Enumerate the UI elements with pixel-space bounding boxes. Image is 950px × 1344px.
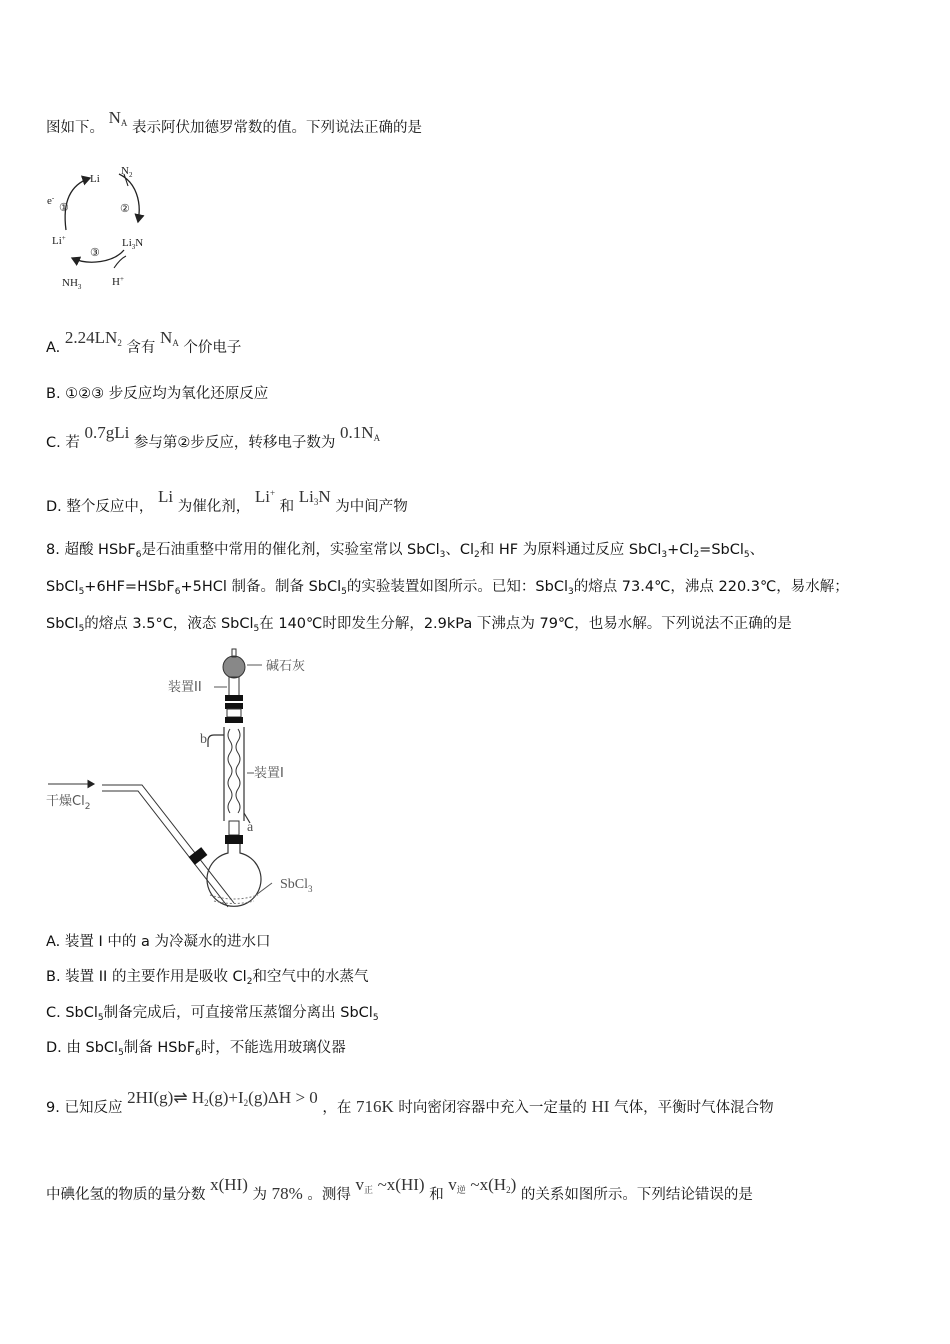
nh3-label: $NH_3$: [62, 277, 82, 291]
text-part: 为中间产物: [335, 499, 408, 515]
q7-option-d: [46, 487, 408, 521]
q7-option-b: [46, 384, 268, 404]
option-label: B.: [46, 386, 61, 402]
arc-h-in: [114, 256, 126, 268]
step2-label: ②: [120, 203, 130, 215]
intro-line: [46, 108, 422, 142]
dry-cl2-label: 干燥$Cl_2$: [46, 794, 91, 812]
h-plus-label: H+: [112, 275, 124, 288]
step3-label: ③: [90, 247, 100, 259]
soda-lime-label: 碱石灰: [266, 659, 306, 674]
q8-option-a: [46, 932, 271, 952]
equation: 2HI(g)⇌ $H_2(g)+I_2(g)\Delta H > 0$: [127, 1088, 318, 1108]
option-text: ①②③ 步反应均为氧化还原反应: [65, 386, 269, 402]
gas-inlet-tube: [102, 785, 234, 907]
relation: ~x(HI): [377, 1175, 425, 1194]
text-part: 和: [279, 499, 295, 515]
option-label: A.: [46, 340, 61, 356]
apparatus-diagram: [44, 643, 364, 918]
math-expr: $2.24LN_2$: [64, 328, 122, 348]
port-a-label: a: [247, 820, 254, 835]
li-label: Li: [90, 173, 100, 185]
q8-option-d: D. 由 SbCl$_5$制备 HSbF$_6$时，不能选用玻璃仪器: [46, 1040, 346, 1058]
q9-stem-line2: 中碘化氢的物质的量分数 x(HI) 为 78% 。测得 $v_正$ ~x(HI) 和 $v_逆$ $\sim x(H_2)$ 的关系如图所示。下列结论错误的是: [46, 1175, 753, 1203]
temperature: 716K: [356, 1097, 394, 1116]
math-expr: Li+: [254, 487, 276, 506]
q8-option-c: C. SbCl$_5$制备完成后，可直接常压蒸馏分离出 SbCl$_5$: [46, 1005, 379, 1023]
text-part: 参与第②步反应，转移电子数为: [133, 435, 336, 451]
na-symbol: $N_A$: [160, 328, 179, 348]
math-expr: $Li_3N$: [298, 487, 331, 507]
li3n-label: $Li_3N$: [122, 237, 144, 251]
step1-label: ①: [59, 202, 69, 214]
n2-label: $N_2$: [121, 165, 133, 179]
port-b-tube: [208, 735, 224, 747]
mole-fraction: x(HI): [210, 1175, 248, 1194]
v-reverse: $v_逆$: [448, 1175, 466, 1195]
hi-symbol: HI: [591, 1097, 610, 1116]
device1-label: 装置I: [254, 766, 284, 781]
e-label: e-: [47, 194, 55, 207]
option-label: C.: [46, 1005, 61, 1021]
reaction-cycle-diagram: [44, 160, 174, 295]
q8-option-b: B. 装置 II 的主要作用是吸收 $Cl_2$和空气中的水蒸气: [46, 969, 369, 987]
option-label: A.: [46, 934, 61, 950]
q8-stem-line3: SbCl$_5$的熔点 3.5°C，液态 SbCl$_5$在 140℃时即发生分解，2.9kPa 下沸点为 79℃，也易水解。下列说法不正确的是: [46, 616, 792, 634]
relation: $\sim x(H_2)$: [470, 1175, 517, 1195]
option-label: B.: [46, 969, 61, 985]
q8-stem-line1: 8. 超酸 HSbF$_6$是石油重整中常用的催化剂，实验室常以 SbCl$_3$、$Cl_2$和 HF 为原料通过反应 $SbCl_3+Cl_2=SbCl_5$、: [46, 542, 765, 560]
text-part: 含有: [126, 340, 156, 356]
q8-stem-line2: SbCl$_5$+6HF=HSbF$_6$+5HCl 制备。制备 SbCl$_5$的实验装置如图所示。已知：SbCl$_3$的熔点 73.4℃，沸点 220.3℃，易水解；: [46, 579, 849, 597]
intro-prefix: 图如下。: [46, 120, 104, 136]
text-part: 为催化剂，: [177, 499, 251, 515]
percentage: 78%: [271, 1184, 303, 1203]
q7-option-a: [46, 328, 242, 362]
sbcl3-label: SbCl$_3$: [280, 877, 313, 894]
li-plus-label: Li+: [52, 234, 66, 247]
q9-stem-line1: 9. 已知反应 2HI(g)⇌ $H_2(g)+I_2(g)\Delta H > 0$ ，在 716K 时向密闭容器中充入一定量的 HI 气体，平衡时气体混合物: [46, 1088, 774, 1116]
option-label: D.: [46, 499, 62, 515]
option-label: C.: [46, 435, 61, 451]
math-expr: 0.7gLi: [84, 423, 130, 442]
text-part: 整个反应中，: [66, 499, 154, 515]
device2-label: 装置II: [168, 680, 202, 695]
math-expr: $0.1N_A$: [340, 423, 381, 443]
condenser: [224, 727, 244, 821]
port-b-label: b: [200, 732, 207, 747]
math-expr: Li: [158, 487, 174, 506]
text-part: 若: [65, 435, 80, 451]
v-forward: $v_正$: [355, 1175, 373, 1195]
text-part: 个价电子: [183, 340, 242, 356]
option-text: 装置 I 中的 a 为冷凝水的进水口: [64, 934, 271, 950]
q7-option-c: [46, 423, 381, 457]
intro-suffix: 表示阿伏加德罗常数的值。下列说法正确的是: [132, 120, 422, 136]
na-symbol: $N_A$: [108, 108, 128, 128]
soda-lime-bulb: [223, 656, 245, 678]
option-label: D.: [46, 1040, 62, 1056]
